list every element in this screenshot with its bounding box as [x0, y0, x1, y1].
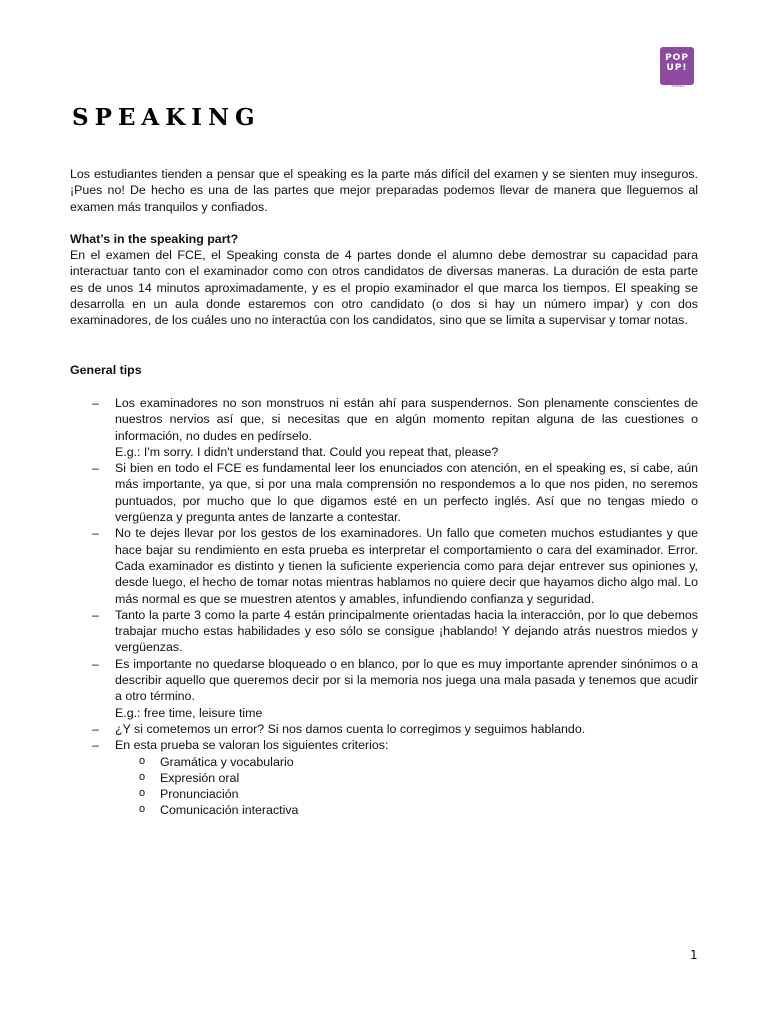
section-heading-speaking-part: What’s in the speaking part?: [70, 231, 239, 246]
brand-logo: [660, 47, 694, 85]
page-title: SPEAKING: [72, 104, 261, 131]
logo-text-line1: POP: [665, 53, 689, 63]
list-item: – Si bien en todo el FCE es fundamental leer los enunciados con atención, en el speaking es, si cabe, aún más importante, ya que, si por una mala comprensión no respondemos a lo que nos piden, no seremos puntuados, por mucho que lo que digamos esté en un perfecto inglés. Así que no tengas miedo o vergüenza y pregunta antes de lanzarte a contestar.: [70, 460, 698, 525]
list-item: – No te dejes llevar por los gestos de los examinadores. Un fallo que cometen muchos estudiantes y que hace bajar su rendimiento en esta prueba es interpretar el comportamiento o cara del examinador. Error. Cada examinador es distinto y tienen la suficiente experiencia como para dejar entrever sus opiniones y, desde luego, el hecho de tomar notas mientras hablamos no quiere decir que hayamos dicho algo mal. Lo más normal es que se muestren atentos y amables, infundiendo confianza y seguridad.: [70, 525, 698, 606]
list-item: [70, 395, 698, 460]
speaking-part-paragraph: En el examen del FCE, el Speaking consta de 4 partes donde el alumno debe demostrar su capacidad para interactuar tanto con el examinador como con otros candidatos de diversas maneras. La duración de esta parte es de unos 14 minutos aproximadamente, y es el propio examinador el que marca los tiempos. El speaking se desarrolla en un aula donde estaremos con otro candidato (o dos si hay un número impar) y con dos examinadores, de los cuáles uno no interactúa con los candidatos, sino que se limita a supervisar y tomar notas.: [70, 248, 698, 328]
tip-text: En esta prueba se valoran los siguientes criterios:: [115, 738, 389, 753]
list-item: – Tanto la parte 3 como la parte 4 están principalmente orientadas hacia la interacción, por lo que debemos trabajar mucho estas habilidades y eso sólo se consigue ¡hablando! Y dejando atrás nuestros miedos y vergüenzas.: [70, 607, 698, 656]
logo-text-line2: UP!: [666, 63, 688, 73]
tips-list: [70, 395, 698, 819]
tip-example: E.g.: free time, leisure time: [115, 705, 263, 720]
list-item: – ¿Y si cometemos un error? Si nos damos cuenta lo corregimos y seguimos hablando.: [70, 721, 698, 737]
logo-subtitle: IDIOMAS: [671, 84, 685, 88]
intro-paragraph: Los estudiantes tienden a pensar que el speaking es la parte más difícil del examen y se sienten muy inseguros. ¡Pues no! De hecho es una de las partes que mejor preparadas podemos llevar de manera que lleguemos al examen más tranquilos y confiados.: [70, 167, 698, 214]
tip-example: E.g.: I'm sorry. I didn't understand that. Could you repeat that, please?: [115, 444, 499, 459]
section-heading-general-tips: General tips: [70, 362, 142, 377]
tip-text: Es importante no quedarse bloqueado o en blanco, por lo que es muy importante aprender sinónimos o a describir aquello que queremos decir por si la memoria nos juega una mala pasada y tenemos que acudir a otro término.: [115, 656, 698, 704]
criteria-item: o Comunicación interactiva: [115, 802, 698, 818]
document-body: [70, 166, 698, 819]
list-item: [70, 656, 698, 721]
criteria-list: [115, 754, 698, 819]
tip-text: Los examinadores no son monstruos ni están ahí para suspendernos. Son plenamente conscientes de nuestros nervios así que, si necesitas que en algún momento repitan alguna de las cuestiones o información, no dudes en pedírselo.: [115, 395, 698, 443]
page-number: 1: [690, 948, 698, 962]
criteria-item: o Expresión oral: [115, 770, 698, 786]
criteria-item: o Gramática y vocabulario: [115, 754, 698, 770]
list-item: [70, 737, 698, 818]
criteria-item: o Pronunciación: [115, 786, 698, 802]
